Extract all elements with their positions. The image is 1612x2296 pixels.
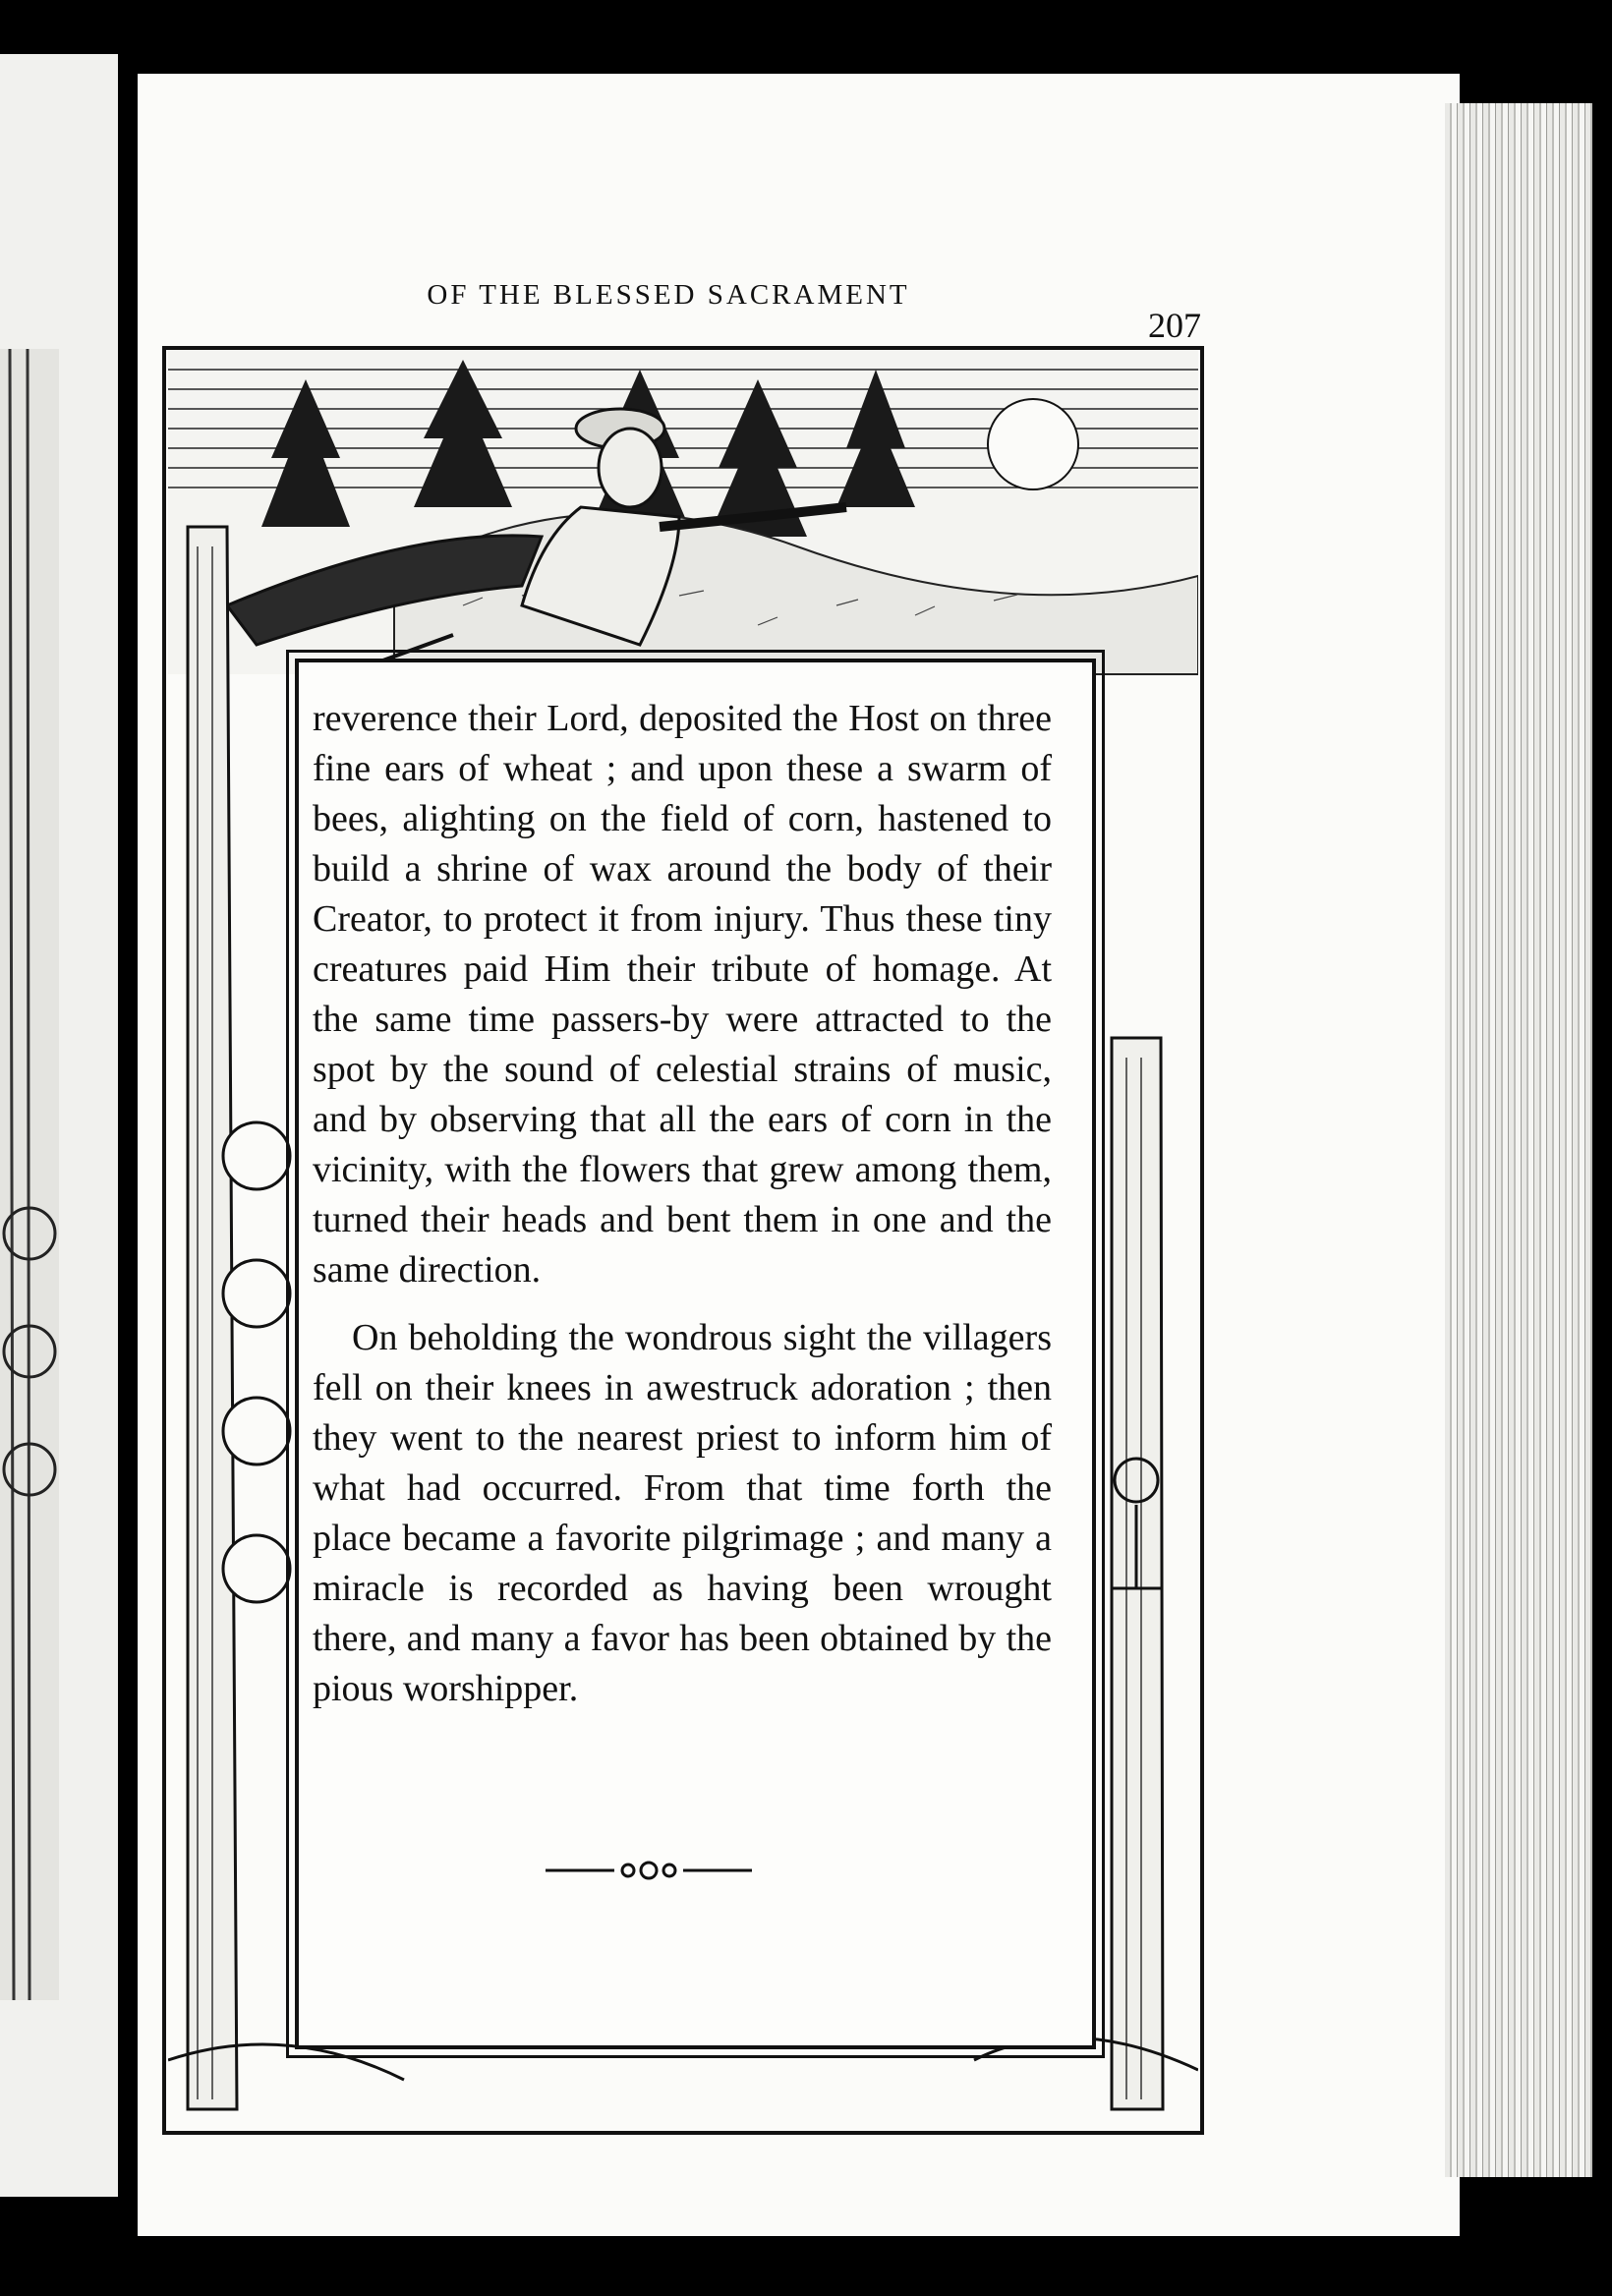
- paragraph-2: On beholding the wondrous sight the villagers fell on their knees in awestruck adoration ; then they went to the nearest priest to inform him of what had occurred. From that time forth the place became a favorite pilgrimage ; and many a miracle is recorded as having been wrought there, and many a favor has been obtained by the pious worshipper.: [313, 1317, 1052, 1709]
- page-edges: [1445, 103, 1592, 2177]
- paragraph-1: reverence their Lord, deposited the Host on three fine ears of wheat ; and upon these a swarm of bees, alighting on the field of corn, hastened to build a shrine of wax around the body of their Creator, to protect it from injury. Thus these tiny creatures paid Him their tribute of homage. At the same time passers-by were attracted to the spot by the sound of celestial strains of music, and by observing that all the ears of corn in the vicinity, with the flowers that grew among them, turned their heads and bent them in one and the same direction.: [313, 698, 1052, 1291]
- running-head: OF THE BLESSED SACRAMENT: [427, 279, 910, 311]
- moon: [988, 399, 1078, 489]
- fleuron-ornament: [546, 1856, 752, 1885]
- facing-page-edge: [0, 54, 118, 2197]
- page-text: [313, 694, 1052, 1732]
- facing-page-border-art: [0, 349, 59, 2000]
- page-number: 207: [1148, 306, 1201, 345]
